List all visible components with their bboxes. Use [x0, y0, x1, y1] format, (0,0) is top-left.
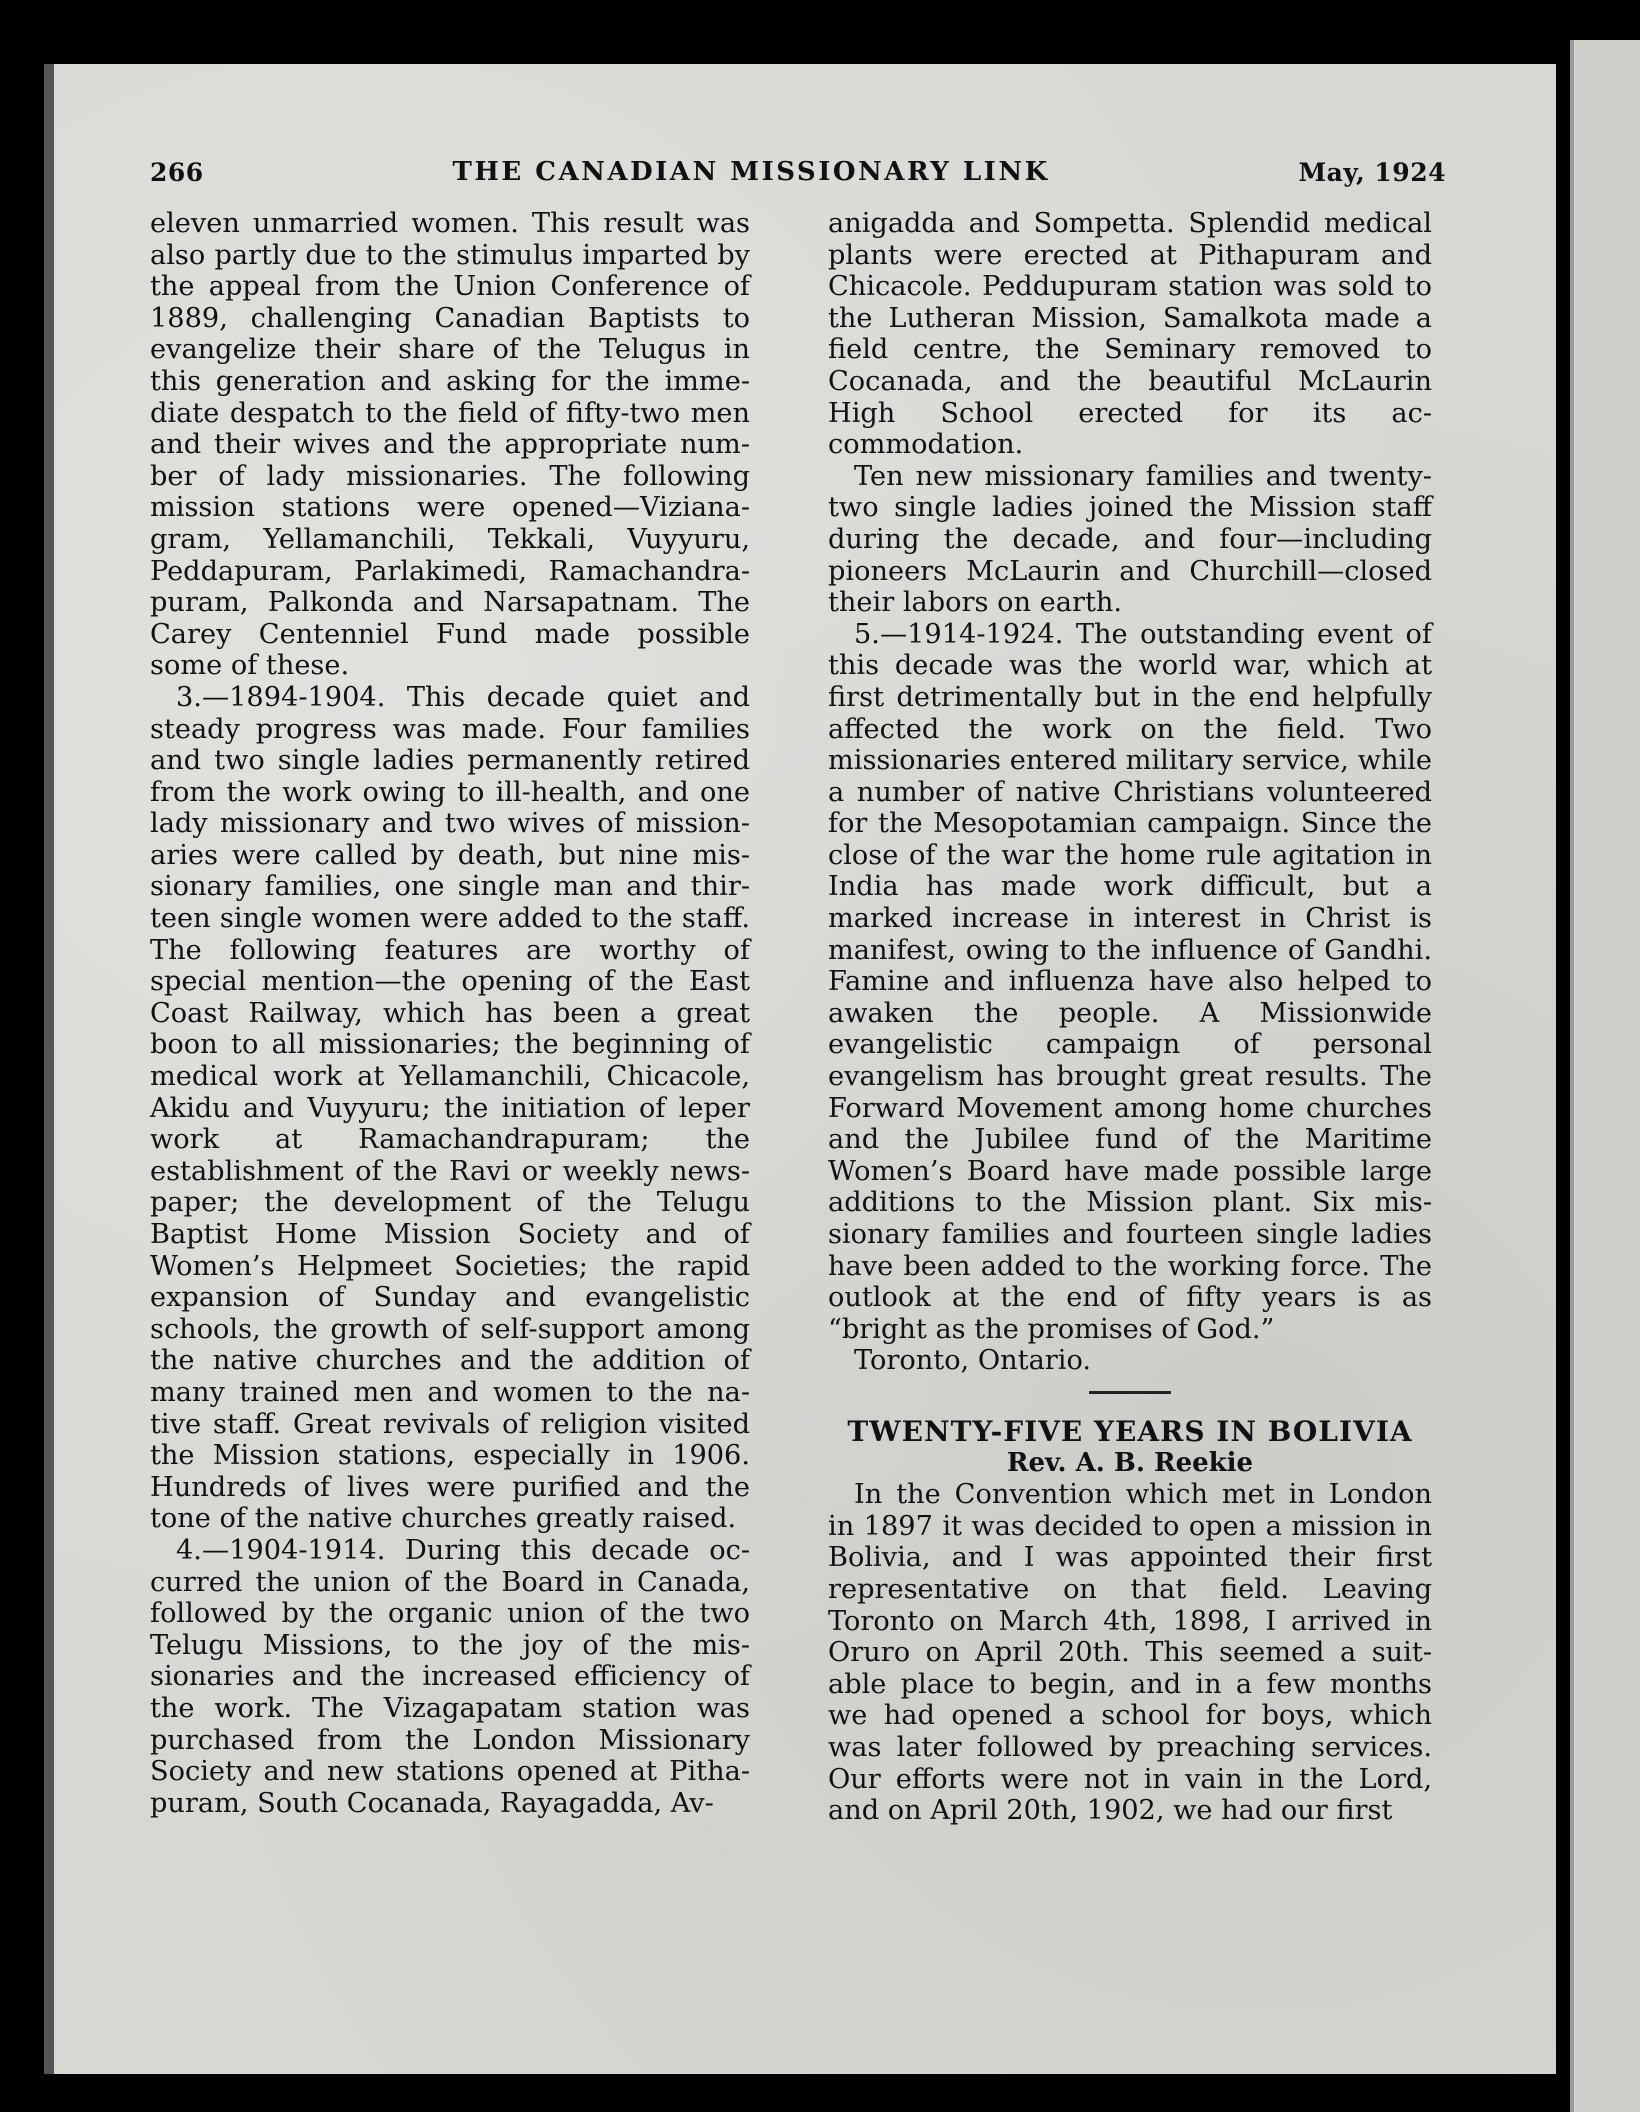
- paragraph: 4.—1904-1914. During this decade occurred the union of the Board in Canada, followed by the organic union of the two Telugu Missions, to the joy of the missionaries and the increased efficiency of the work. The Vizagapatam station was purchased from the London Missionary Society and new stations opened at Pithapuram, South Cocanada, Rayagadda, Av-: [150, 1534, 750, 1819]
- paragraph: anigadda and Sompetta. Splendid medical plants were erected at Pithapuram and Chicacole. Peddupuram station was sold to the Lutheran Mission, Samalkota made a field centre, the Seminary removed to Cocanada, and the beautiful McLaurin High School erected for its accommodation.: [828, 208, 1432, 461]
- paragraph: In the Convention which met in London in 1897 it was decided to open a mission in Bolivia, and I was appointed their first representative on that field. Leaving Toronto on March 4th, 1898, I arrived in Oruro on April 20th. This seemed a suitable place to begin, and in a few months we had opened a school for boys, which was later followed by preaching services. Our efforts were not in vain in the Lord, and on April 20th, 1902, we had our first: [828, 1479, 1432, 1827]
- article-headline: TWENTY-FIVE YEARS IN BOLIVIA: [847, 1414, 1413, 1448]
- paragraph: eleven unmarried women. This result was also partly due to the stimulus imparted by the appeal from the Union Conference of 1889, challenging Canadian Baptists to evangelize their share of the Telugus in this generation and asking for the immediate despatch to the field of fifty-two men and their wives and the appropriate number of lady missionaries. The following mission stations were opened—Vizianagram, Yellamanchili, Tekkali, Vuyyuru, Peddapuram, Parlakimedi, Ramachandrapuram, Palkonda and Narsapatnam. The Carey Centenniel Fund made possible some of these.: [150, 208, 750, 682]
- article-byline: Rev. A. B. Reekie: [1006, 1447, 1254, 1478]
- left-column: [150, 208, 750, 1968]
- signoff: Toronto, Ontario.: [854, 1345, 1091, 1377]
- adjacent-page-edge: [1570, 40, 1640, 2112]
- paragraph: 3.—1894-1904. This decade quiet and steady progress was made. Four families and two single ladies permanently retired from the work owing to ill-health, and one lady missionary and two wives of missionaries were called by death, but nine missionary families, one single man and thirteen single women were added to the staff. The following features are worthy of special mention—the opening of the East Coast Railway, which has been a great boon to all missionaries; the beginning of medical work at Yellamanchili, Chicacole, Akidu and Vuyyuru; the initiation of leper work at Ramachandrapuram; the establishment of the Ravi or weekly newspaper; the development of the Telugu Baptist Home Mission Society and of Women’s Helpmeet Societies; the rapid expansion of Sunday and evangelistic schools, the growth of self-support among the native churches and the addition of many trained men and women to the native staff. Great revivals of religion visited the Mission stations, especially in 1906. Hundreds of lives were purified and the tone of the native churches greatly raised.: [150, 681, 750, 1535]
- section-divider: [1089, 1391, 1171, 1394]
- paragraph: Ten new missionary families and twenty-two single ladies joined the Mission staff during the decade, and four—including pioneers McLaurin and Churchill—closed their labors on earth.: [828, 460, 1432, 619]
- right-column: [828, 208, 1432, 1968]
- paragraph: 5.—1914-1924. The outstanding event of this decade was the world war, which at first detrimentally but in the end helpfully affected the work on the field. Two missionaries entered military service, while a number of native Christians volunteered for the Mesopotamian campaign. Since the close of the war the home rule agitation in India has made work difficult, but a marked increase in interest in Christ is manifest, owing to the influence of Gandhi. Famine and influenza have also helped to awaken the people. A Missionwide evangelistic campaign of personal evangelism has brought great results. The Forward Movement among home churches and the Jubilee fund of the Maritime Women’s Board have made possible large additions to the Mission plant. Six missionary families and fourteen single ladies have been added to the working force. The outlook at the end of fifty years is as “bright as the promises of God.”: [828, 618, 1432, 1345]
- page-number: 266: [150, 157, 204, 187]
- issue-date: May, 1924: [1298, 157, 1446, 187]
- page-header: [150, 150, 1446, 194]
- publication-title: THE CANADIAN MISSIONARY LINK: [452, 157, 1050, 187]
